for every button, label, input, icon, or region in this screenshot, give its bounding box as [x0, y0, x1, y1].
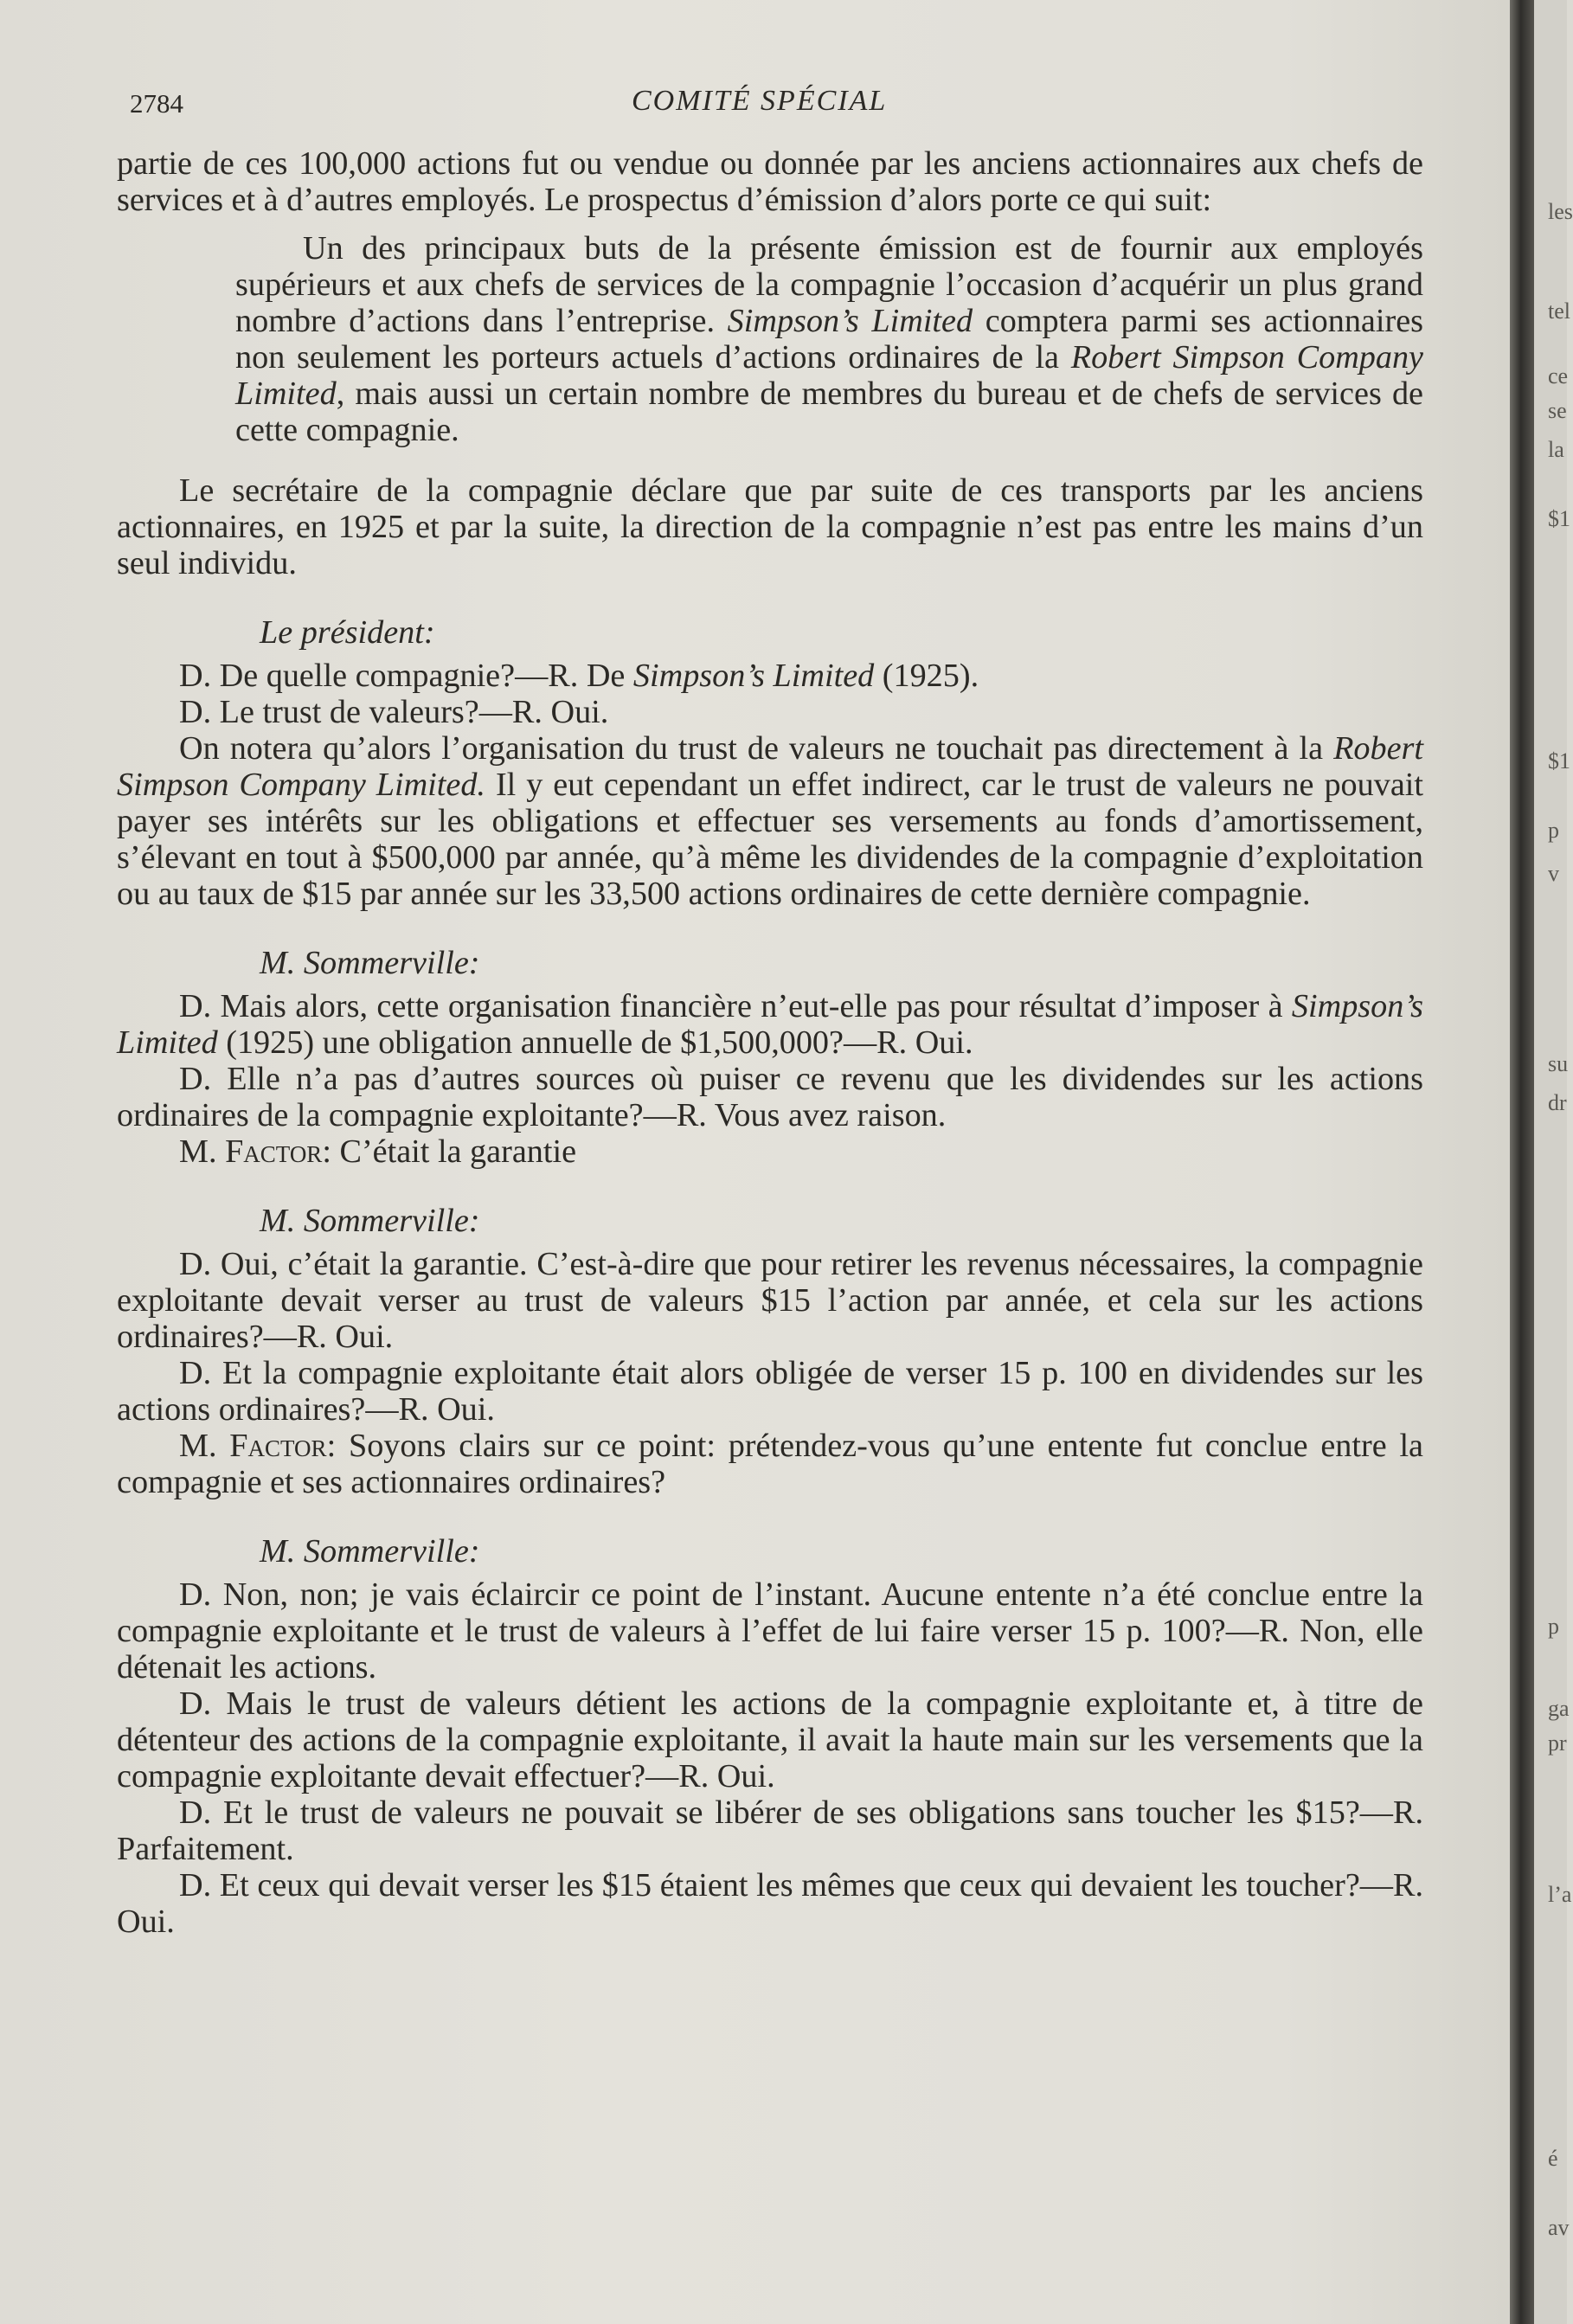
page-body — [117, 145, 1423, 1940]
question-answer — [117, 658, 1423, 694]
italic-run: Simpson’s Limited — [632, 658, 875, 694]
question-answer: D. Elle n’a pas d’autres sources où puiser ce revenu que les dividendes sur les actions ordinaires de la compagnie exploitante?—R. Vous avez raison. — [117, 1061, 1423, 1133]
next-page-fragment: les — [1548, 199, 1573, 224]
text-run: , mais aussi un certain nombre de membres du bureau et de chefs de services de cette compagnie. — [235, 376, 1423, 448]
question-answer: D. Non, non; je vais éclaircir ce point de l’instant. Aucune entente n’a été conclue entre la compagnie exploitante et le trust de valeurs à l’effet de lui faire verser 15 p. 100?—R. Non, elle détenait les actions. — [117, 1576, 1423, 1685]
running-head: COMITÉ SPÉCIAL — [632, 85, 888, 117]
text-run: Il y eut cependant un effet indirect, car le trust de valeurs ne pouvait payer ses intérêts sur les obligations et effectuer ses versements au fonds d’amortissement, s’élevant en tout à $500,000 par année, qu’à même les dividendes de la compagnie d’exploitation ou au taux de $15 par année sur les 33,500 actions ordinaires de cette dernière compagnie. — [117, 767, 1423, 912]
text-run: comptera parmi ses actionnaires non seulement les porteurs actuels d’actions ordinaires de la — [235, 303, 1424, 376]
question-answer: D. Mais le trust de valeurs détient les actions de la compagnie exploitante et, à titre de détenteur des actions de la compagnie exploitante, il avait la haute main sur les versements que la compagnie exploitante devait effectuer?—R. Oui. — [117, 1685, 1423, 1794]
statement-factor — [117, 1428, 1423, 1500]
smallcaps-run: Factor — [229, 1428, 327, 1464]
question-answer: D. Et ceux qui devait verser les $15 étaient les mêmes que ceux qui devaient les toucher?—R. Oui. — [117, 1867, 1423, 1940]
next-page-fragment: tel — [1548, 299, 1570, 324]
next-page-fragment: ga — [1548, 1696, 1570, 1721]
question-answer: D. Le trust de valeurs?—R. Oui. — [179, 694, 609, 730]
page-number: 2784 — [130, 88, 183, 119]
statement-factor — [117, 1133, 1423, 1170]
text-run: : Soyons clairs sur ce point: prétendez-vous qu’une entente fut conclue entre la compagnie et ses actionnaires ordinaires? — [117, 1428, 1423, 1500]
question-answer — [117, 988, 1423, 1061]
question-answer: D. Oui, c’était la garantie. C’est-à-dire que pour retirer les revenus nécessaires, la compagnie exploitante devait verser au trust de valeurs $15 l’action par année, et cela sur les actions ordinaires?—R. Oui. — [117, 1246, 1423, 1355]
next-page-fragment: é — [1548, 2146, 1558, 2171]
text-run: M. — [179, 1133, 226, 1170]
next-page-fragment: dr — [1548, 1090, 1567, 1115]
next-page-fragment: av — [1548, 2215, 1570, 2240]
text-run: (1925) une obligation annuelle de $1,500,000?—R. Oui. — [217, 1024, 973, 1061]
speaker-heading: M. Sommerville: — [260, 1203, 480, 1239]
next-page-fragment: ce — [1548, 363, 1569, 388]
block-quote — [235, 230, 1423, 448]
next-page-fragment: $1 — [1548, 748, 1570, 774]
next-page-fragment: p — [1548, 818, 1559, 843]
text-run: D. Mais alors, cette organisation financière n’eut-elle pas pour résultat d’imposer à — [179, 988, 1292, 1024]
next-page-fragment: la — [1548, 437, 1564, 462]
text-run: D. De quelle compagnie?—R. De — [179, 658, 633, 694]
text-run: M. — [179, 1428, 230, 1464]
next-page-edge — [1534, 0, 1573, 2324]
page-header — [130, 81, 1419, 125]
next-page-fragment: $1 — [1548, 506, 1570, 531]
speaker-heading: M. Sommerville: — [260, 1533, 480, 1570]
next-page-fragment: v — [1548, 861, 1559, 886]
next-page-fragment: se — [1548, 398, 1567, 423]
text-run: Un des principaux buts de la présente émission est de fournir aux employés supérieurs et aux chefs de services de la compagnie l’occasion d’acquérir un plus grand nombre d’actions dans l’entreprise. — [235, 230, 1423, 339]
text-run: : C’était la garantie — [322, 1133, 577, 1170]
text-run: On notera qu’alors l’organisation du trust de valeurs ne touchait pas directement à la — [179, 730, 1334, 767]
text-run: (1925). — [874, 658, 979, 694]
speaker-heading: M. Sommerville: — [260, 945, 480, 981]
next-page-fragment: p — [1548, 1614, 1559, 1639]
next-page-fragment: su — [1548, 1051, 1569, 1076]
italic-run: Robert Simpson Company Limited. — [117, 730, 1423, 803]
paragraph — [117, 730, 1423, 912]
smallcaps-run: Factor — [225, 1133, 323, 1170]
paragraph: partie de ces 100,000 actions fut ou vendue ou donnée par les anciens actionnaires aux chefs de services et à d’autres employés. Le prospectus d’émission d’alors porte ce qui suit: — [117, 145, 1423, 218]
speaker-heading: Le président: — [260, 614, 435, 651]
paragraph: Le secrétaire de la compagnie déclare que par suite de ces transports par les anciens actionnaires, en 1925 et par la suite, la direction de la compagnie n’est pas entre les mains d’un seul individu. — [117, 472, 1423, 581]
next-page-fragment: l’a — [1548, 1882, 1572, 1907]
italic-run: Simpson’s Limited — [117, 988, 1423, 1061]
next-page-fragment: pr — [1548, 1730, 1567, 1756]
italic-run: Robert Simpson Company Limited — [235, 339, 1424, 412]
italic-run: Simpson’s Limited — [727, 303, 973, 339]
book-binding-gutter — [1510, 0, 1534, 2324]
question-answer: D. Et le trust de valeurs ne pouvait se libérer de ses obligations sans toucher les $15?—R. Parfaitement. — [117, 1794, 1423, 1867]
question-answer: D. Et la compagnie exploitante était alors obligée de verser 15 p. 100 en dividendes sur les actions ordinaires?—R. Oui. — [117, 1355, 1423, 1428]
